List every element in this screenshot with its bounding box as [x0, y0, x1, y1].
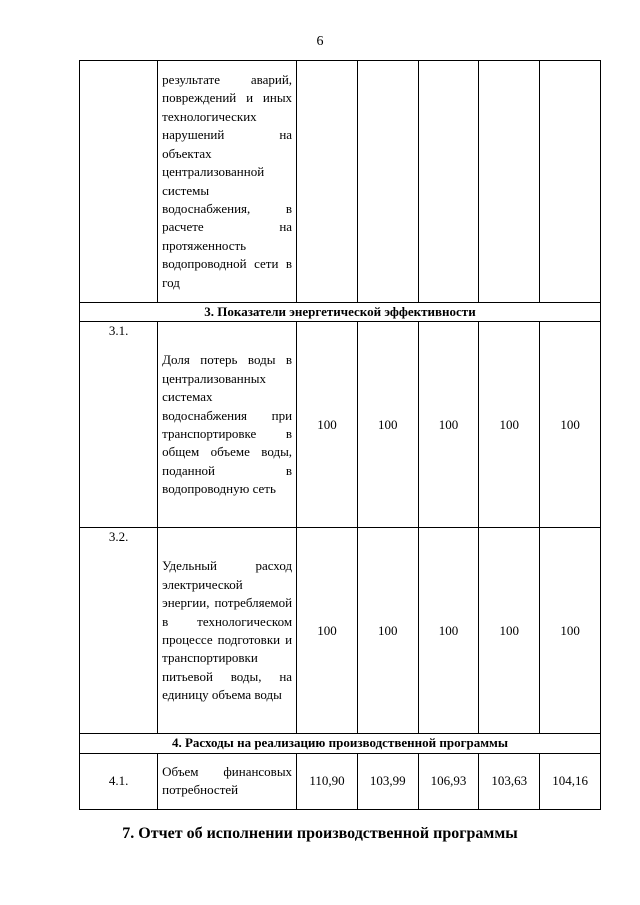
- value-cell: [540, 61, 601, 303]
- table-row: [80, 753, 601, 809]
- page-number: 6: [316, 34, 324, 49]
- value-cell: 100: [297, 322, 358, 528]
- indicator-name-cell: Объем финансовых потребностей: [158, 753, 297, 809]
- indicators-table: [79, 60, 601, 810]
- value-cell: [357, 61, 418, 303]
- value-cell: 100: [357, 322, 418, 528]
- section-heading: 7. Отчет об исполнении производственной программы: [122, 825, 518, 842]
- section-header-row: [80, 303, 601, 322]
- value-cell: 106,93: [418, 753, 479, 809]
- value-cell: 100: [540, 528, 601, 734]
- table-row: [80, 61, 601, 303]
- row-number-cell: 3.2.: [80, 528, 158, 734]
- value-cell: [297, 61, 358, 303]
- value-cell: 100: [418, 528, 479, 734]
- indicator-name-cell: Доля потерь воды в централизованных системах водоснабжения при транспортировке в общем объеме воды, поданной в водопроводную сеть: [158, 322, 297, 528]
- value-cell: 103,99: [357, 753, 418, 809]
- section-title: 3. Показатели энергетической эффективности: [80, 303, 601, 322]
- section-header-row: [80, 734, 601, 753]
- value-cell: 100: [418, 322, 479, 528]
- value-cell: 100: [479, 322, 540, 528]
- row-number-cell: [80, 61, 158, 303]
- value-cell: 100: [357, 528, 418, 734]
- indicator-name-cell: Удельный расход электрической энергии, потребляемой в технологическом процессе подготовки и транспортировки питьевой воды, на единицу объема воды: [158, 528, 297, 734]
- value-cell: 100: [479, 528, 540, 734]
- row-number-cell: 4.1.: [80, 753, 158, 809]
- value-cell: 100: [540, 322, 601, 528]
- table-row: [80, 322, 601, 528]
- value-cell: [418, 61, 479, 303]
- table-row: [80, 528, 601, 734]
- value-cell: 103,63: [479, 753, 540, 809]
- value-cell: 100: [297, 528, 358, 734]
- value-cell: [479, 61, 540, 303]
- row-number-cell: 3.1.: [80, 322, 158, 528]
- section-title: 4. Расходы на реализацию производственной программы: [80, 734, 601, 753]
- value-cell: 104,16: [540, 753, 601, 809]
- indicator-name-cell: результате аварий, повреждений и иных технологических нарушений на объектах централизованной системы водоснабжения, в расчете на протяженность водопроводной сети в год: [158, 61, 297, 303]
- value-cell: 110,90: [297, 753, 358, 809]
